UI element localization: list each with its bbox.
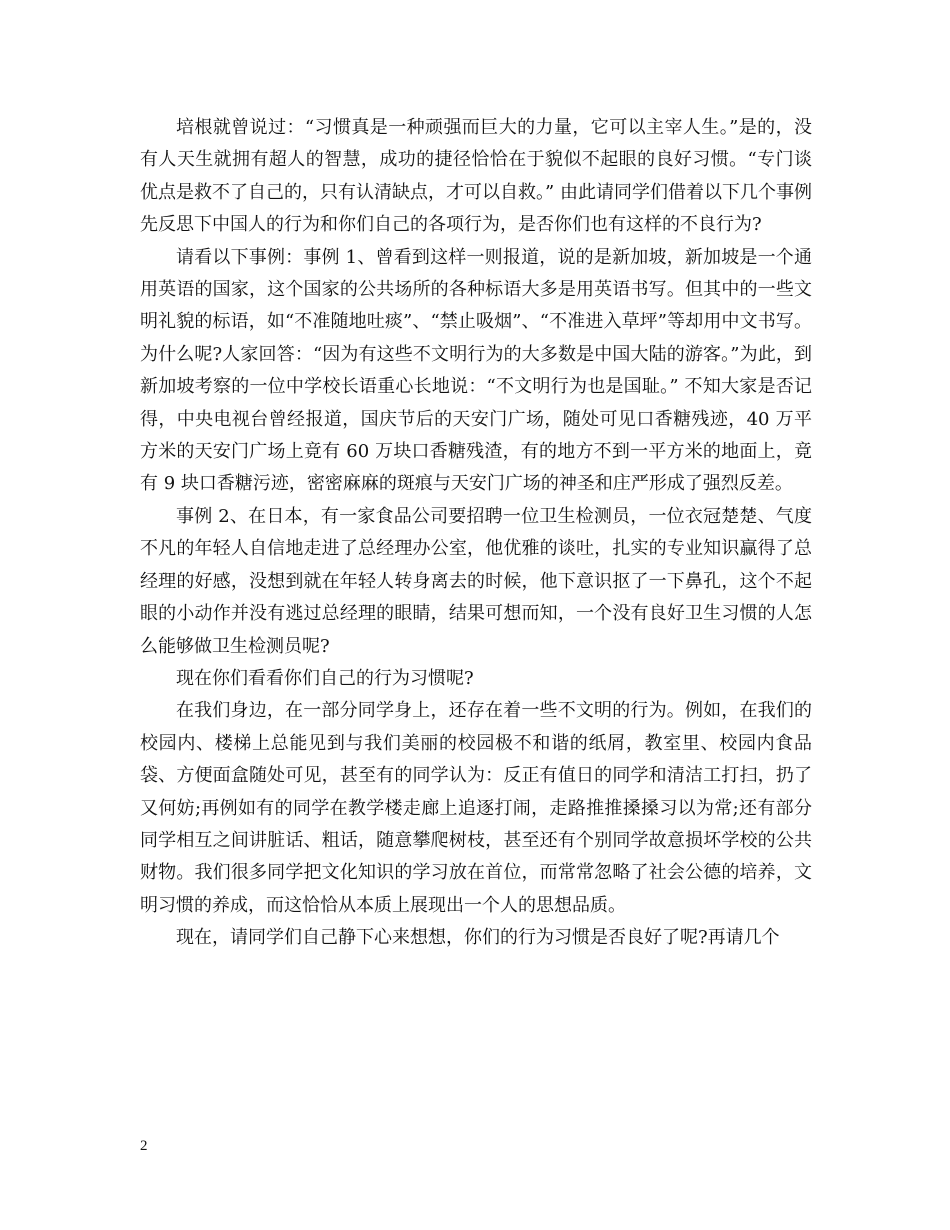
document-body bbox=[140, 112, 812, 955]
paragraph-campus-behavior: 在我们身边，在一部分同学身上，还存在着一些不文明的行为。例如，在我们的校园内、楼梯上总能见到与我们美丽的校园极不和谐的纸屑，教室里、校园内食品袋、方便面盒随处可见，甚至有的同学认为：反正有值日的同学和清洁工打扫，扔了又何妨;再例如有的同学在教学楼走廊上追逐打闹，走路推推搡搡习以为常;还有部分同学相互之间讲脏话、粗话，随意攀爬树枝，甚至还有个别同学故意损坏学校的公共财物。我们很多同学把文化知识的学习放在首位，而常常忽略了社会公德的培养，文明习惯的养成，而这恰恰从本质上展现出一个人的思想品质。 bbox=[140, 700, 812, 916]
paragraph-example-1: 请看以下事例：事例 1、曾看到这样一则报道，说的是新加坡，新加坡是一个通用英语的国家，这个国家的公共场所的各种标语大多是用英语书写。但其中的一些文明礼貌的标语，如“不准随地吐痰”、“禁止吸烟”、“不准进入草坪”等却用中文书写。为什么呢?人家回答：“因为有这些不文明行为的大多数是中国大陆的游客。”为此，到新加坡考察的一位中学校长语重心长地说：“不文明行为也是国耻。” 不知大家是否记得，中央电视台曾经报道，国庆节后的天安门广场，随处可见口香糖残迹，40 万平方米的天安门广场上竟有 60 万块口香糖残渣，有的地方不到一平方米的地面上，竟有 9 块口香糖污迹，密密麻麻的斑痕与天安门广场的神圣和庄严形成了强烈反差。 bbox=[140, 246, 812, 495]
paragraph-question: 现在你们看看你们自己的行为习惯呢? bbox=[176, 667, 474, 689]
paragraph-intro: 培根就曾说过：“习惯真是一种顽强而巨大的力量，它可以主宰人生。”是的，没有人天生就拥有超人的智慧，成功的捷径恰恰在于貌似不起眼的良好习惯。“专门谈优点是救不了自己的，只有认清缺点，才可以自救。” 由此请同学们借着以下几个事例先反思下中国人的行为和你们自己的各项行为，是否你们也有这样的不良行为? bbox=[140, 117, 812, 236]
page-number: 2 bbox=[140, 1138, 148, 1154]
paragraph-example-2: 事例 2、在日本，有一家食品公司要招聘一位卫生检测员，一位衣冠楚楚、气度不凡的年轻人自信地走进了总经理办公室，他优雅的谈吐，扎实的专业知识赢得了总经理的好感，没想到就在年轻人转身离去的时候，他下意识抠了一下鼻孔，这个不起眼的小动作并没有逃过总经理的眼睛，结果可想而知，一个没有良好卫生习惯的人怎么能够做卫生检测员呢? bbox=[140, 505, 812, 657]
paragraph-reflection: 现在，请同学们自己静下心来想想，你们的行为习惯是否良好了呢?再请几个 bbox=[176, 927, 780, 949]
